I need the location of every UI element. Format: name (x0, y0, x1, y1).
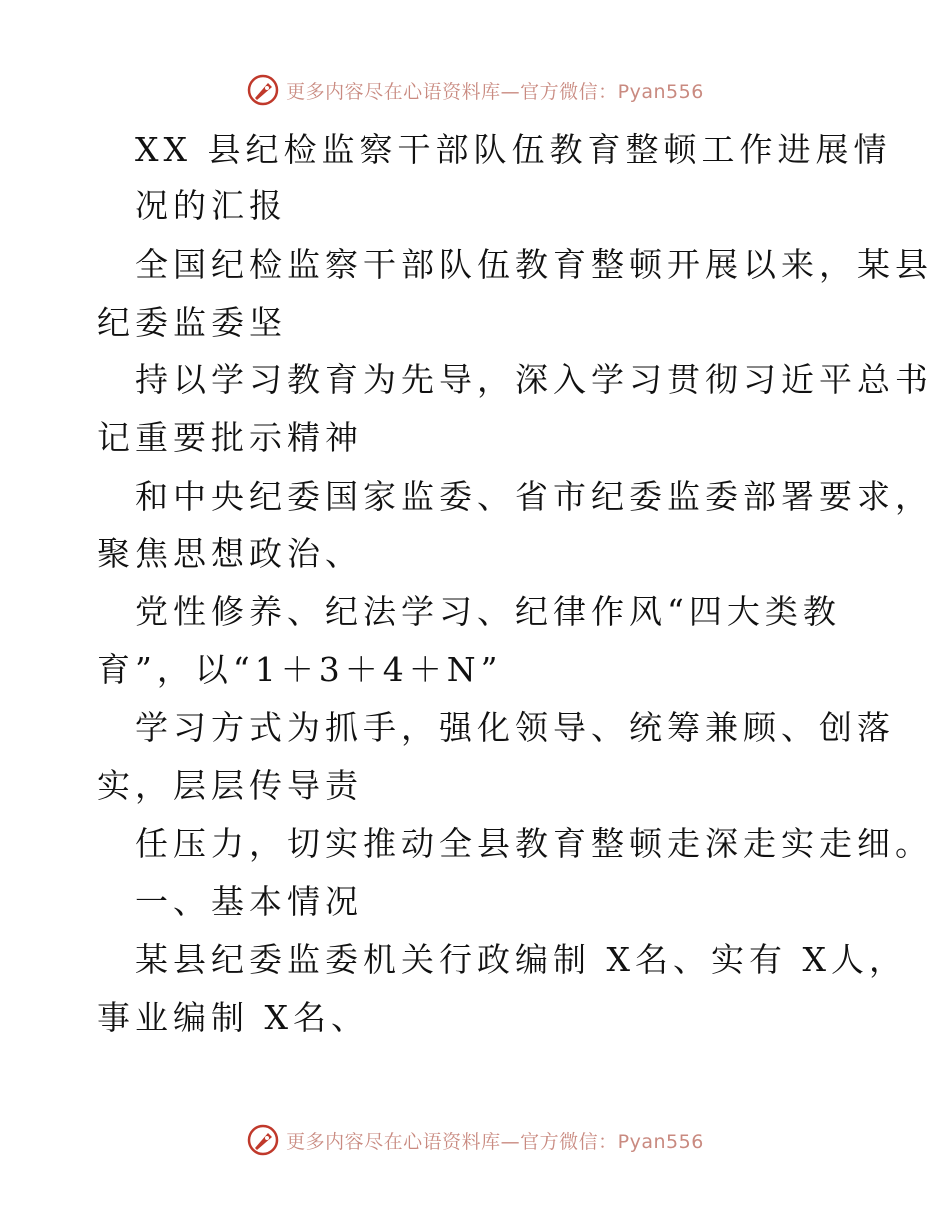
paragraph-line: 任压力，切实推动全县教育整顿走深走实走细。 (135, 824, 933, 863)
paragraph-line: 实，层层传导责 (97, 766, 363, 805)
paragraph-line: 聚焦思想政治、 (97, 534, 363, 573)
paragraph-line: 党性修养、纪法学习、纪律作风“四大类教 (135, 592, 841, 631)
title-line-1: XX 县纪检监察干部队伍教育整顿工作进展情 (135, 130, 892, 169)
paragraph-line: 学习方式为抓手，强化领导、统筹兼顾、创落 (135, 708, 895, 747)
paragraph-line: 某县纪委监委机关行政编制 X名、实有 X人， (135, 940, 907, 979)
paragraph-line: 和中央纪委国家监委、省市纪委监委部署要求， (135, 477, 933, 516)
paragraph-line: 事业编制 X名、 (97, 998, 369, 1037)
paragraph-line: 记重要批示精神 (97, 418, 363, 457)
pen-nib-icon (246, 1123, 280, 1157)
title-line-2: 况的汇报 (135, 186, 287, 225)
paragraph-line: 持以学习教育为先导，深入学习贯彻习近平总书 (135, 360, 933, 399)
pen-nib-icon (246, 73, 280, 107)
paragraph-line: 纪委监委坚 (97, 303, 287, 342)
watermark-footer (0, 1120, 950, 1160)
section-heading: 一、基本情况 (135, 882, 363, 921)
watermark-text: 更多内容尽在心语资料库—官方微信：Pyan556 (286, 80, 704, 103)
paragraph-line: 育”，以“1＋3＋4＋N” (97, 650, 503, 689)
watermark-header (0, 70, 950, 110)
watermark-text: 更多内容尽在心语资料库—官方微信：Pyan556 (286, 1130, 704, 1153)
paragraph-line: 全国纪检监察干部队伍教育整顿开展以来，某县 (135, 245, 933, 284)
